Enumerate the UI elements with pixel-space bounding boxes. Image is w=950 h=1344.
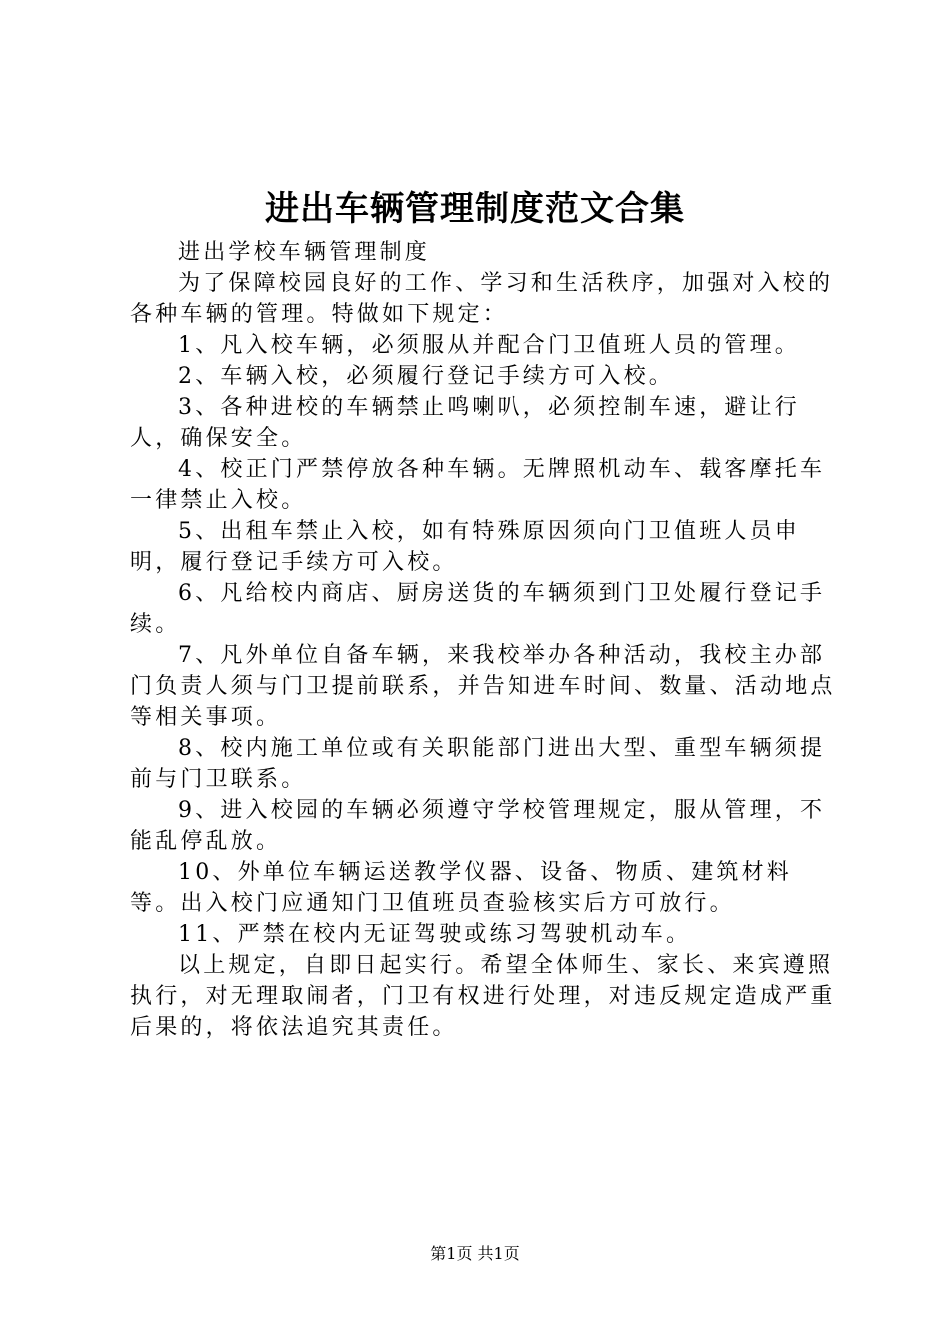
rule-item-2: 2、车辆入校，必须履行登记手续方可入校。 (178, 364, 674, 389)
rule-item-3: 3、各种进校的车辆禁止鸣喇叭，必须控制车速，避让行人，确保安全。 (130, 395, 800, 451)
rule-item-11: 11、严禁在校内无证驾驶或练习驾驶机动车。 (178, 922, 692, 947)
rule-item-7: 7、凡外单位自备车辆，来我校举办各种活动，我校主办部门负责人须与门卫提前联系，并告知进车时间、数量、活动地点等相关事项。 (130, 643, 836, 730)
document-body (130, 237, 836, 1043)
document-title: 进出车辆管理制度范文合集 (265, 189, 685, 229)
rule-item-8: 8、校内施工单位或有关职能部门进出大型、重型车辆须提前与门卫联系。 (130, 736, 826, 792)
closing-paragraph: 以上规定，自即日起实行。希望全体师生、家长、来宾遵照执行，对无理取闹者，门卫有权进行处理，对违反规定造成严重后果的，将依法追究其责任。 (130, 953, 836, 1040)
rule-item-1: 1、凡入校车辆，必须服从并配合门卫值班人员的管理。 (178, 333, 800, 358)
rule-item-5: 5、出租车禁止入校，如有特殊原因须向门卫值班人员申明，履行登记手续方可入校。 (130, 519, 800, 575)
rule-item-10: 10、外单位车辆运送教学仪器、设备、物质、建筑材料等。出入校门应通知门卫值班员查验核实后方可放行。 (130, 860, 792, 916)
rule-item-4: 4、校正门严禁停放各种车辆。无牌照机动车、载客摩托车一律禁止入校。 (130, 457, 826, 513)
rule-item-6: 6、凡给校内商店、厨房送货的车辆须到门卫处履行登记手续。 (130, 581, 826, 637)
intro-paragraph: 为了保障校园良好的工作、学习和生活秩序，加强对入校的各种车辆的管理。特做如下规定： (130, 271, 834, 327)
section-heading: 进出学校车辆管理制度 (178, 240, 431, 265)
page-footer: 第1页 共1页 (430, 1244, 520, 1263)
rule-item-9: 9、进入校园的车辆必须遵守学校管理规定，服从管理，不能乱停乱放。 (130, 798, 826, 854)
